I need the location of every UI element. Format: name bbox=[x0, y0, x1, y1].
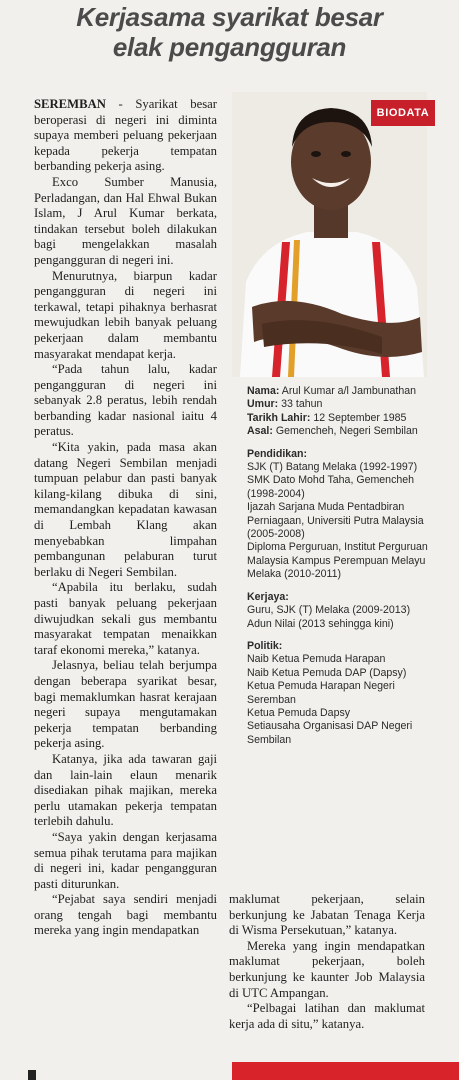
headline-line-2: elak pengangguran bbox=[112, 32, 347, 62]
bio-section-politik: Politik: bbox=[247, 639, 283, 652]
article-paragraph: Mereka yang ingin mendapatkan maklumat pekerjaan, boleh berkunjung ke kaunter Job Malaysia di UTC Ampangan. bbox=[229, 938, 425, 1000]
article-column-1 bbox=[34, 97, 217, 939]
article-paragraph: “Pada tahun lalu, kadar pengangguran di negeri ini sebanyak 2.8 peratus, lebih rendah berbanding kadar nasional iaitu 4 peratus. bbox=[34, 362, 217, 439]
bio-umur: Umur: 33 tahun bbox=[247, 398, 323, 411]
bio-list-item: Ketua Pemuda Harapan Negeri Seremban bbox=[247, 680, 395, 706]
bio-list-item: Naib Ketua Pemuda Harapan bbox=[247, 653, 386, 666]
article-paragraph: maklumat pekerjaan, selain berkunjung ke Jabatan Tenaga Kerja di Wisma Persekutuan,” katanya. bbox=[229, 892, 425, 938]
bio-tarikh-lahir: Tarikh Lahir: 12 September 1985 bbox=[247, 411, 407, 424]
portrait-illustration bbox=[232, 92, 427, 377]
bio-asal: Asal: Gemencheh, Negeri Sembilan bbox=[247, 425, 418, 438]
article-paragraph: “Saya yakin dengan kerjasama semua pihak terutama para majikan di negeri ini, kadar pengangguran pasti diturunkan. bbox=[34, 829, 217, 891]
bio-list-item: Adun Nilai (2013 sehingga kini) bbox=[247, 617, 394, 630]
article-paragraph: SEREMBAN - Syarikat besar beroperasi di negeri ini diminta supaya memberi peluang pekerjaan kepada pekerja tempatan berbanding pekerja asing. bbox=[34, 97, 217, 174]
page-mark bbox=[28, 1070, 36, 1080]
portrait-photo bbox=[232, 92, 427, 377]
bio-list-item: Guru, SJK (T) Melaka (2009-2013) bbox=[247, 604, 411, 617]
article-paragraph: “Pejabat saya sendiri menjadi orang tengah bagi membantu mereka yang ingin mendapatkan bbox=[34, 892, 217, 938]
red-footer-bar bbox=[232, 1062, 459, 1080]
bio-list-item: Diploma Perguruan, Institut Perguruan Malaysia Kampus Perempuan Melayu Melaka (2010-2011) bbox=[247, 541, 428, 581]
biodata-tag: BIODATA bbox=[371, 100, 435, 126]
bio-list-item: Setiausaha Organisasi DAP Negeri Sembilan bbox=[247, 720, 413, 746]
article-paragraph: Jelasnya, beliau telah berjumpa dengan beberapa syarikat besar, bagi memaklumkan hasrat kerajaan negeri supaya mengutamakan pekerja tempatan berbanding pekerja asing. bbox=[34, 658, 217, 751]
article-paragraph: Katanya, jika ada tawaran gaji dan lain-lain elaun menarik disediakan pihak majikan, mereka perlu utamakan pekerja tempatan terlebih dahulu. bbox=[34, 751, 217, 829]
article-paragraph: “Apabila itu berlaku, sudah pasti banyak peluang pekerjaan diwujudkan sekali gus membantu masyarakat tempatan menaikkan taraf ekonomi mereka,” katanya. bbox=[34, 580, 217, 657]
bio-list-item: SMK Dato Mohd Taha, Gemencheh (1998-2004) bbox=[247, 474, 415, 500]
bio-list-item: Ijazah Sarjana Muda Pentadbiran Perniagaan, Universiti Putra Malaysia (2005-2008) bbox=[247, 501, 424, 541]
headline-line-1: Kerjasama syarikat besar bbox=[76, 2, 383, 32]
bio-list-item: Ketua Pemuda Dapsy bbox=[247, 706, 351, 719]
headline bbox=[0, 2, 459, 62]
article-paragraph: Exco Sumber Manusia, Perladangan, dan Hal Ehwal Bukan Islam, J Arul Kumar berkata, tindakan tersebut boleh dilakukan bagi mengelakkan masalah pengangguran di negeri ini. bbox=[34, 174, 217, 267]
bio-section-pendidikan: Pendidikan: bbox=[247, 447, 308, 460]
article-paragraph: “Pelbagai latihan dan maklumat kerja ada di situ,” katanya. bbox=[229, 1001, 425, 1031]
article-paragraph: Menurutnya, biarpun kadar pengangguran di negeri ini terkawal, tetapi pihaknya berhasrat mewujudkan lebih banyak peluang pekerjaan dalam membantu masyarakat mendapat kerja. bbox=[34, 268, 217, 361]
dateline: SEREMBAN bbox=[34, 97, 106, 111]
bio-list-item: SJK (T) Batang Melaka (1992-1997) bbox=[247, 461, 418, 474]
bio-section-kerjaya: Kerjaya: bbox=[247, 590, 289, 603]
biodata-box bbox=[247, 385, 437, 747]
bio-nama: Nama: Arul Kumar a/l Jambunathan bbox=[247, 385, 417, 397]
bio-list-item: Naib Ketua Pemuda DAP (Dapsy) bbox=[247, 666, 407, 679]
article-column-2 bbox=[229, 892, 425, 1032]
article-paragraph: “Kita yakin, pada masa akan datang Negeri Sembilan menjadi tumpuan pelabur dan pasti banyak kilang-kilang dibuka di sini, memandangkan kepadatan kawasan di Lembah Klang akan menyebabkan limpahan pembangunan pelaburan turut berlaku di Negeri Sembilan. bbox=[34, 440, 217, 579]
